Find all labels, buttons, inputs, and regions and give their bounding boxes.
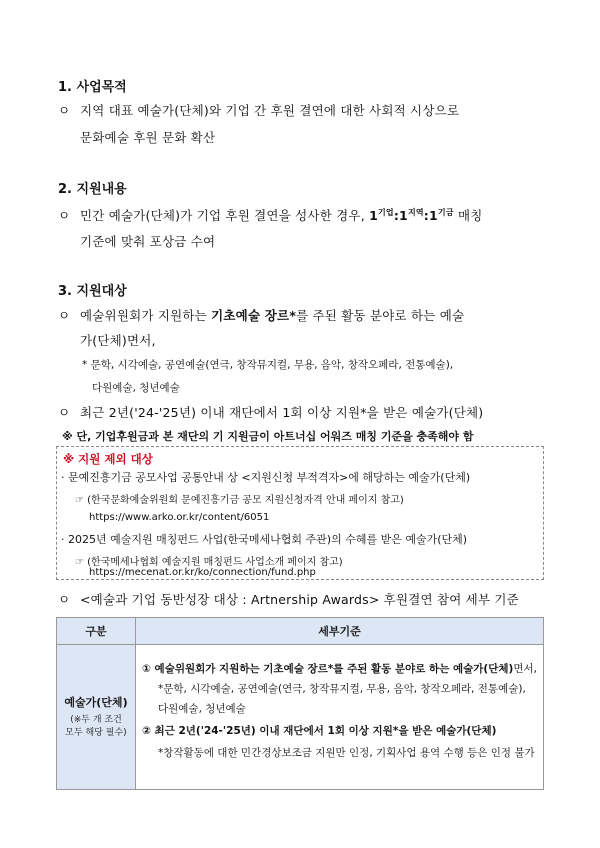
genre-note-line1: * 문학, 시각예술, 공연예술(연극, 창작뮤지컬, 무용, 음악, 창작오페라, 전통예술), — [82, 359, 454, 371]
category-cell — [57, 645, 136, 790]
criterion-1: ① 예술위원회가 지원하는 기초예술 장르*를 주된 활동 분야로 하는 예술가(단체)면서, — [142, 663, 537, 675]
exclusion-item-2: · 2025년 예술지원 매칭펀드 사업(한국메세나협회 주관)의 수혜를 받은 예술가(단체) — [61, 533, 468, 546]
matching-ratio: $1^{기업}:1^{지역}:1^{기금}$ — [369, 207, 454, 223]
category-label: 예술가(단체) — [64, 696, 128, 709]
section3-heading: 3. 지원대상 — [58, 284, 127, 299]
category-note: (※두 개 조건 모두 해당 필수) — [65, 715, 127, 738]
criterion-1-note-2: 다원예술, 청년예술 — [158, 703, 246, 715]
genre-note-line2: 다원예술, 청년예술 — [92, 382, 180, 394]
section1-line1: 지역 대표 예술가(단체)와 기업 간 후원 결연에 대한 사회적 시상으로 — [80, 103, 460, 118]
criteria-details-cell — [136, 645, 544, 790]
col-header-details: 세부기준 — [136, 618, 544, 645]
basic-arts-genre: 기초예술 장르* — [211, 308, 297, 323]
col-header-category: 구분 — [57, 618, 136, 645]
section3-b2: 최근 2년('24-'25년) 이내 재단에서 1회 이상 지원*을 받은 예술가(단체) — [80, 405, 484, 420]
section2-line1-suffix: 매칭 — [457, 208, 483, 223]
criteria-bullet: ㅇ — [58, 592, 71, 607]
exclusion-box — [56, 446, 544, 580]
matching-warning: ※ 단, 기업후원금과 본 재단의 기 지원금이 아트너십 어워즈 매칭 기준을 충족해야 함 — [62, 430, 474, 443]
criteria-table — [56, 617, 544, 790]
criterion-1-note-1: *문학, 시각예술, 공연예술(연극, 창작뮤지컬, 무용, 음악, 창작오페라, 전통예술), — [158, 683, 526, 695]
section1-line2: 문화예술 후원 문화 확산 — [80, 130, 216, 145]
criterion-2-note: *창작활동에 대한 민간경상보조금 지원만 인정, 기획사업 용역 수행 등은 인정 불가 — [158, 747, 535, 759]
section2-line2: 기준에 맞춰 포상금 수여 — [80, 234, 216, 249]
section2-bullet: ㅇ — [58, 208, 71, 223]
section1-heading: 1. 사업목적 — [58, 80, 127, 95]
criterion-2: ② 최근 2년('24-'25년) 이내 재단에서 1회 이상 지원*을 받은 예술가(단체) — [142, 725, 497, 737]
exclusion-item-2-ref: ☞ (한국메세나협회 예술지원 매칭펀드 사업소개 페이지 참고) — [75, 557, 343, 568]
arko-link[interactable]: https://www.arko.or.kr/content/6051 — [89, 512, 270, 523]
exclusion-title: ※ 지원 제외 대상 — [63, 452, 153, 466]
section3-b1-line2: 가(단체)면서, — [80, 333, 156, 348]
table-row — [57, 645, 544, 790]
exclusion-item-1-ref: ☞ (한국문화예술위원회 문예진흥기금 공모 지원신청자격 안내 페이지 참고) — [75, 495, 404, 506]
section2-line1 — [80, 206, 483, 224]
exclusion-item-1: · 문예진흥기금 공모사업 공통안내 상 <지원신청 부적격자>에 해당하는 예술가(단체) — [61, 471, 471, 484]
section3-bullet-1: ㅇ — [58, 308, 71, 323]
section3-bullet-2: ㅇ — [58, 405, 71, 420]
criteria-header-row — [57, 618, 544, 645]
section2-heading: 2. 지원내용 — [58, 182, 127, 197]
section1-bullet: ㅇ — [58, 103, 71, 118]
section2-line1-prefix: 민간 예술가(단체)가 기업 후원 결연을 성사한 경우, — [80, 208, 365, 223]
criteria-intro: <예술과 기업 동반성장 대상 : Artnership Awards> 후원결연 참여 세부 기준 — [80, 592, 519, 607]
mecenat-link[interactable]: https://mecenat.or.kr/ko/connection/fund.php — [89, 567, 316, 578]
section3-b1: 예술위원회가 지원하는 기초예술 장르*를 주된 활동 분야로 하는 예술 — [80, 308, 465, 323]
